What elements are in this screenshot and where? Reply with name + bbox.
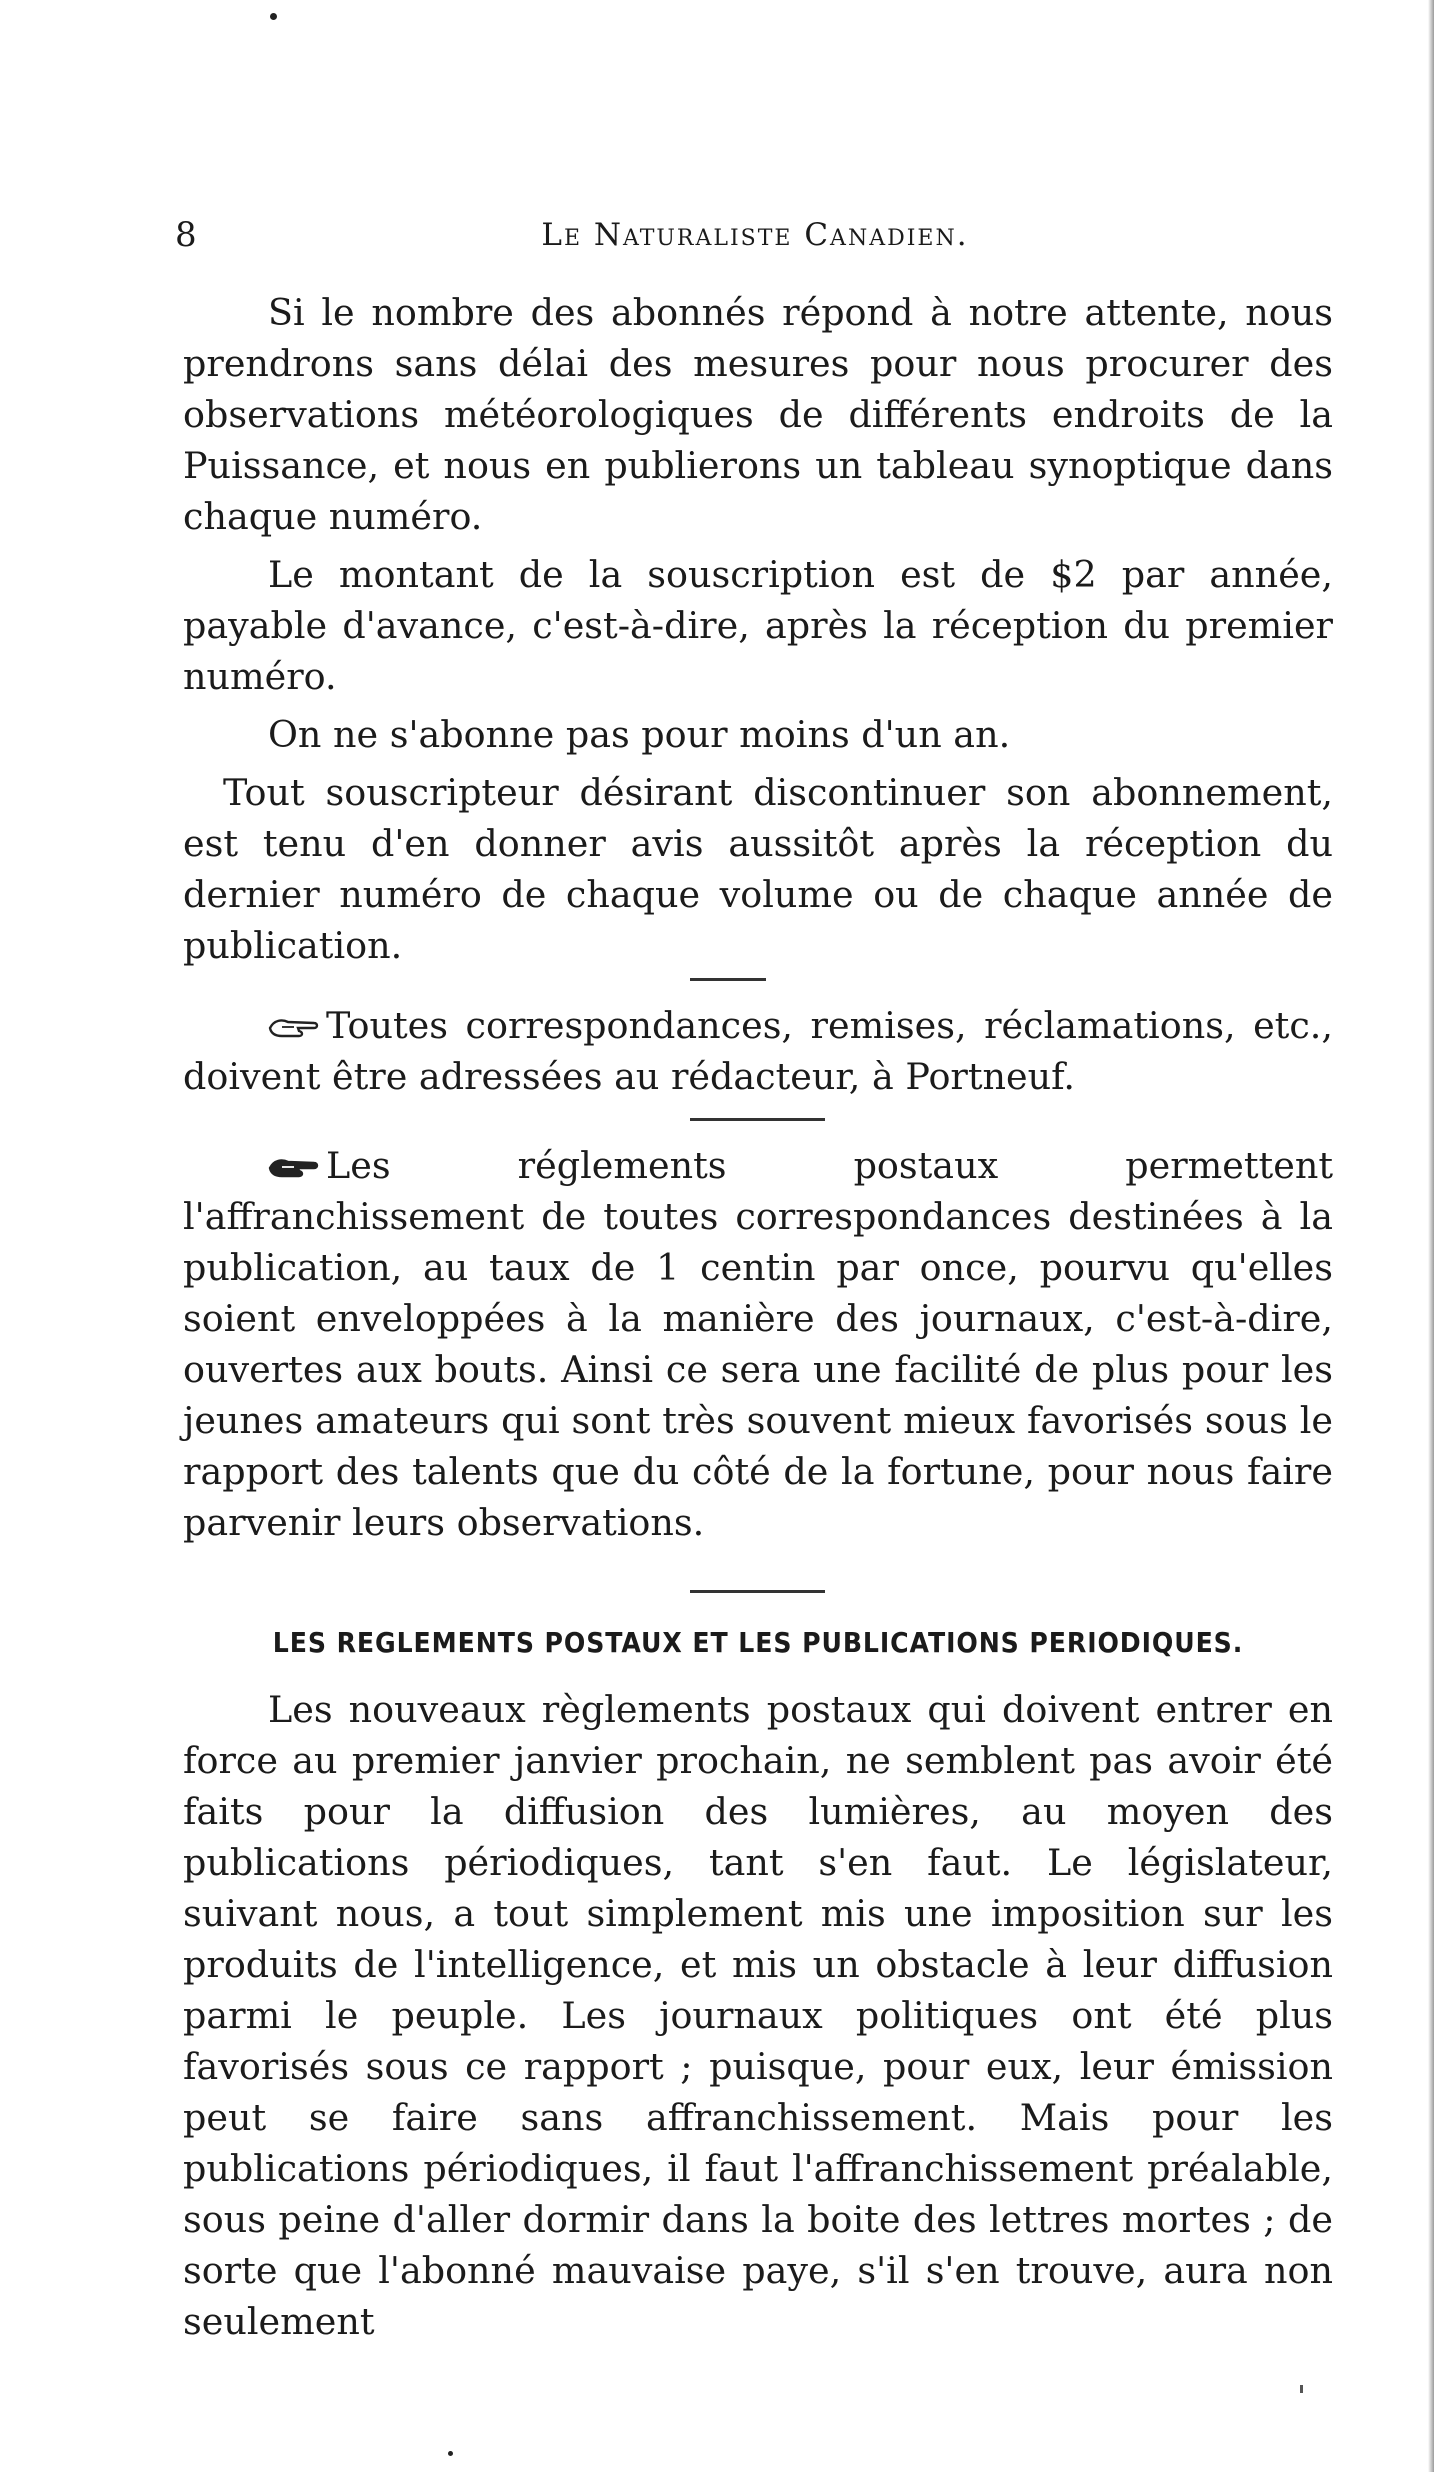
paragraph-article: Les nouveaux règlements postaux qui doivent entrer en force au premier janvier prochain, ne semblent pas avoir été faits pour la diffusion des lumières, au moyen des publications périodiques, tant s'en faut. Le législateur, suivant nous, a tout simplement mis une imposition sur les produits de l'intelligence, et mis un obstacle à leur diffusion parmi le peuple. Les journaux politiques ont été plus favorisés sous ce rapport ; puisque, pour eux, leur émission peut se faire sans affranchissement. Mais pour les publications périodiques, il faut l'affranchissement préalable, sous peine d'aller dormir dans la boite des lettres mortes ; de sorte que l'abonné mauvaise paye, s'il s'en trouve, aura non seulement [183, 1688, 1333, 2343]
notice-block [183, 287, 1333, 971]
page-edge [1428, 0, 1434, 2472]
postal-notice-block [183, 1140, 1333, 1548]
separator-rule [690, 1590, 825, 1593]
correspondence-block [183, 1000, 1333, 1102]
paragraph-postal-rates [183, 1140, 1333, 1548]
ink-speck [270, 13, 277, 20]
paragraph-observations: Si le nombre des abonnés répond à notre attente, nous prendrons sans délai des mesures pour nous procurer des observations météorologiques de différents endroits de la Puissance, et nous en publierons un tableau synoptique dans chaque numéro. [183, 291, 1333, 538]
pointing-hand-icon [268, 1155, 320, 1181]
postal-rates-text: Les réglements postaux permettent l'affranchissement de toutes correspondances destinées à la publication, au taux de 1 centin par once, pourvu qu'elles soient enveloppées à la manière des journaux, c'est-à-dire, ouvertes aux bouts. Ainsi ce sera une facilité de plus pour les jeunes amateurs qui sont très souvent mieux favorisés sous le rapport des talents que du côté de la fortune, pour nous faire parvenir leurs observations. [183, 1144, 1333, 1544]
paragraph-minimum-term: On ne s'abonne pas pour moins d'un an. [268, 713, 1011, 756]
paragraph-correspondence [183, 1000, 1333, 1102]
section-heading: LES REGLEMENTS POSTAUX ET LES PUBLICATIONS PERIODIQUES. [272, 1626, 1244, 1659]
paragraph-discontinue: Tout souscripteur désirant discontinuer son abonnement, est tenu d'en donner avis aussitôt après la réception du dernier numéro de chaque volume ou de chaque année de publication. [183, 771, 1333, 967]
running-title: Le Naturaliste Canadien. [541, 217, 969, 253]
article-block [183, 1684, 1333, 2347]
correspondence-text: Toutes correspondances, remises, réclamations, etc., doivent être adressées au rédacteur, à Portneuf. [183, 1004, 1333, 1098]
pointing-hand-icon [268, 1015, 320, 1041]
separator-rule [690, 1118, 825, 1121]
separator-rule [690, 978, 766, 981]
page-number: 8 [175, 215, 197, 255]
page-header [175, 210, 1335, 260]
ink-speck [448, 2451, 453, 2456]
ink-mark [1300, 2385, 1303, 2393]
paragraph-subscription-price: Le montant de la souscription est de $2 par année, payable d'avance, c'est-à-dire, après la réception du premier numéro. [183, 553, 1333, 698]
